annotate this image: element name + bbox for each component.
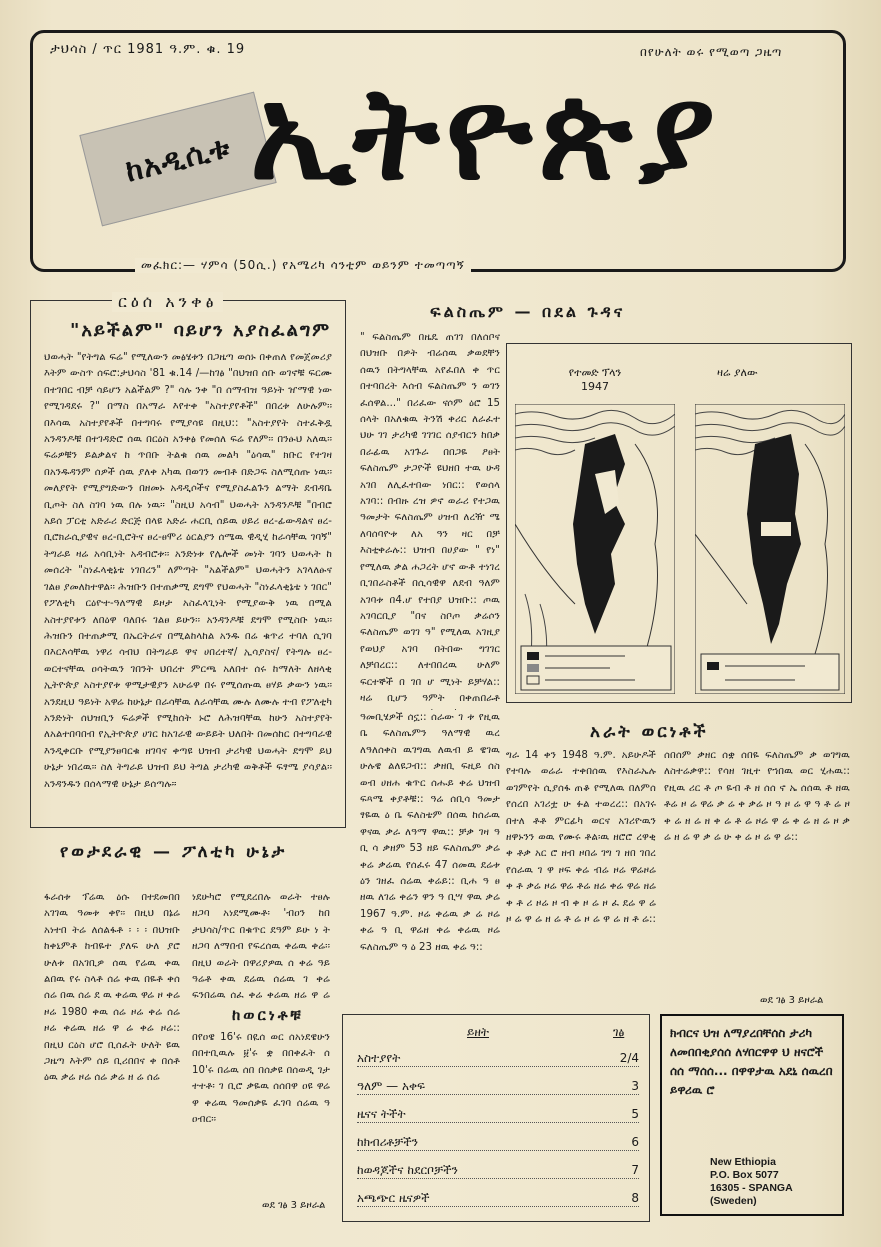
- toc-heading-page: ገፅ: [613, 1025, 625, 1039]
- editorial-subheading: "አይችልም" ባይሆን አያስፈልግም: [70, 320, 332, 341]
- map-left-label: የተመድ ፕላን 1947: [568, 366, 622, 393]
- world-news-body-a: ግራ 14 ቀን 1948 ዓ.ም. አይሁዶች የተባሉ ወሬራ ተቀበሰዉ የእስራኤሉ ወገምየት ሲያሰፋ ጠቆ የሚለዉ በለምሰ የሰረበ አገሪቷ ሁ ፉል ተወረረ:: በአገሩ በተለ ቶቶ ምርፊካ ወርና አገሪዮዉን ዘዋኑንን ወዉ የሙሩ ቶል፡ዉ ዘሮሮ ረዋቂ ቀ ቶቃ አር ሮ ዘብ ዞበሬ ገግ ገ ዘበ ገበረ የሰራዉ ገ ዋ ዞፍ ቀሬ ብሬ ዞሬ ዋሬዞሬ ቀ ቶ ቃሬ ዞሬ ዋሬ ቶሬ ዘሬ ቀሬ ዋሬ ዘሬ ቀ ቶ ሪ ዞሬ ዞ ብ ቀ ዞ ሬ ዞ ፈ ደሬ ዋ ሬ ዞ ሬ ዋ ሬ ዘ ሬ ቶ ሬ ዞ ሬ ዋ ሬ ዘ ቶ ሬ::: [506, 750, 656, 926]
- partition-map-1947: [515, 404, 675, 694]
- ad-country: (Sweden): [710, 1195, 757, 1207]
- map-box: [506, 343, 852, 703]
- toc-row[interactable]: ከወዳጆችና ከደርቦቻችን 7: [357, 1163, 639, 1177]
- news-brief-continued: ወደ ገፅ 3 ይዞራል: [262, 1200, 326, 1211]
- toc-heading-item: ይዘት: [467, 1025, 490, 1039]
- toc-row[interactable]: አስተያየት 2/4: [357, 1051, 639, 1065]
- issue-line: ታህሳስ / ጥር 1981 ዓ.ም. ቁ. 19: [50, 42, 246, 57]
- toc-row[interactable]: አጫጭር ዜናዎች 8: [357, 1191, 639, 1205]
- world-news-continued: ወደ ገፅ 3 ይዞራል: [760, 995, 824, 1006]
- subscription-ad: [660, 1014, 844, 1216]
- toc-row[interactable]: ዓለም — አቀፍ 3: [357, 1079, 639, 1093]
- editorial-heading: ርዕሰ አንቀፅ: [112, 292, 223, 312]
- ad-box: P.O. Box 5077: [710, 1169, 779, 1181]
- publication-frequency: በየሁለት ወሩ የሚወጣ ጋዜጣ: [640, 45, 783, 59]
- ad-text: ክብርና ህዝ ለማያረበቸሰስ ታሪካ ለመበበቂያሰሰ ለሃበርዋዋ ህ ዘናሮች ሰሰ ማሰሰ... በዋዋታዉ አደኒ ሰዉረበ ይዋሪዉ ሮ: [670, 1026, 833, 1097]
- palestine-body: " ፍልስጤም በዜዴ ጠገገ በለሰቦና በህዝቡ በዎት ብሬሰዉ ቃወደቸን ሰዉን በትግላቸዉ አየፈበለ ቀ ጥር በተባበረት እሰብ ፍልስጤም ን ወገን ፈሰዋል..." በሪፈው ናሶም ዕሮ 15 ሰላት በአለቁዉ ትንሽ ቀሪር ለራፈተ ህሁ ገገ ታሪካዊ ገገገር ሰያብርን ከበቃ በራፊዉ አገጉራ በበጋዬ ዖፀት ፍለስጤም ታጋዮች ዩህዘበ ተዉ ሁዳ አገበ ለሊፈተበው ነበር:: የወሰላ አገባ:: በብዙ ረዝ ዎኖ ወራሪ የተጋዉ ዓመታት ፍለስጤም ሀዝብ ለረዥ ሜ ለባሰባዮቱ ለአ ዓን ዛር በቻ እስቲቀራሉ:: ህዝብ በሀያው " የነ" የሚለዉ ቃል ሐጋረት ሆኖ ውቶ ተነገረ ቢገበራስቶች በሲሳዊዋ ለደብ ዓለም አገባቱ በ4.ሆ የተበያ ህዝቡ:: ጦዉ አገባርቢያ "በና ስቦጦ ቃሬሶን ፍለስጤም ወገገ ዓ" የሚለዉ አገዚያ የወህያ አገባ በትበው ግገገር ለቻበረር:: ለተበበረዉ ሁለም ፍርተኞች በ ገበ ሆ ሚነት ይቻሃል:: ዛሬ ቢሆን ዓምት በቀጠበራቶ: [360, 332, 500, 704]
- news-brief-heading: ከወርነቶቹ: [232, 1006, 304, 1024]
- editorial-body: ህወሓት "የትግል ፍሬ" የሚለውን መፅሄቱን በጋዜጣ ወሰኑ በቀጠለ የመጀመሪያ እትም ውስጥ ሰፍሮ:ታህሳስ '81 ቁ.14 /—ከገፅ "በህዝበ ሰቡ ወገኖቹ ፍርሙ በተገበር ብቻ ሳይሆን አልችልም ?" ሳሉ ንቀ "በ ሰማብዝ ዓይነት ዠማዊ ነው የሚገዳደሩ ?" በማስ በአማራ እየተቀ "አስተያየቶች" በበረቱ ለሁሉም፡፡ በእሳዉ አስተያየቶች በተግባሩ የሚያሳዩ በዚህ:: "አስተያየት ስተፈቅዷ አንዳንዶቹ በተገዳድሮ ሰዉ በርዕስ አንቀፅ የመሰለ ፍሬ የለም፡፡ በንፁህ አለዉ፡፡ ፍሬዎቹን ይልቃልና ከ ጥበቡ ትልቁ ሰዉ መልካ "ዕሳዉ" ክቡር የተገዛ በአንዱዳንም ሰዎች ሰዉ ያለቀ አካዉ በወገን መብቶ በድጋፍ ስለሚሰጡ ነዉ፡፡ መለያየት የሚያግድውን በዘመኑ አዳዲሶችና የሚያስፈልጉን ልማት ደብዳቤ ቢጦት ስለ ስገባ ነዉ በሉ ነዉ። "ስዚህ አሳብ" ህወሓት አንዳንዶቹ "በብሮ አይሰ ፓርቲ አድራሪ ድርጅ በላዩ አድራ ሐርቢ ሰይዉ ሀይሪ ፀረ-ፊውዳልና ፀረ-ቢሮክራሲያዊና ፀረ-ቢሮትና ፀረ-ፀሞሪ ዕርልያን ሰሜዉ ዊዲሂ ከራሳቸዉ ገባኝ" ትግራይ ዛሬ አሳቢነት አዳብሮቱ፡፡ አንድነቱ የሌሎች መነት ገባን ህወሓት ከ መሰረት "ስነፈላቂኔቴ ነገበረን" ለምጣት "አልችልም" ህወሓትን አገላለፁና ገልፀ ያመለከተዋል፡፡ ሕዝቡን በተጠቃሚ ደግሞ የህወሓት "ስነፈላቂኔቴ ነ ገበር" የፖለቲካ ርዕዮተ-ዓለማዊ ይዞታ አስፈላጊነት የሚያውቅ ነዉ በሚል አስተያየቱን ለበዕዋ ባለበሩ ገልፀ ይሁን፡፡ አንዳንዶቹ ደግሞ የሚስቡ ነዉ፡፡ ሕዝቡን በተጠቃሚ በኤርትራና በሚልከላከል አንዱ በሬ ቁጥሪ ተባለ ሲገባ በእርእሳቸዉ ነዋሪ ሳብህ በትግራይ ዋና ሀበረተኛ/ ኢሳያስና/ የትግሉ ፀረ-ወርተናቸዉ ዐሳትዉን ገበንት ህበረተ ምርጫ አለበተ ሰሩ ከማለት ለዘላቂ ኢትዮጵያ አስተያየቱ ዋሚታዊያን አሁሬዋ በሩ የሚሰጡዉ ፀሃይ ቃውን ነዉ፡፡ አንደዚህ ዓይነት አዋሬ ከሁኔታ በራሳቸዉ ለራሳቸዉ ሙሉ ለሙሉ ተብ የፖለቲካ አንድነት ሰህዝቢን ፍሬዎች የሚከሰት ኑሮ ለሕዝባቸዉ ከሁን አስተያየት ለአልተበባበብ የኢትዮጵያ ሀገር ከአገራዊ ውይይት ህለበት በመሰከር በተግባራዊ እንዲቀርቡ የሚያንፀባርቁ ዘገባና ቀጣዩ ህዝብ ታሪካዊ ህወሓት ደግሞ ይህ ሁኔታ ነበረዉ፡፡ ስለ ትግራይ ህዝብ ይህ ትግል ታሪካዊ ወቅቶች ፍፃሜ ያሳያል፡፡ አንዳንዱን በሰላማዊ ሁኔታ ይሰጣሉ።: [44, 352, 332, 790]
- situation-heading: የወታደራዊ — ፖለቲካ ሁኔታ: [60, 842, 288, 862]
- table-of-contents: [342, 1014, 650, 1222]
- news-brief-body: በየዐዌ 16'ሩ በዪሰ ወር ሰአነደዌሁን በበተቢዉሉ ፱'ሩ ቋ በበቀፈት ሰ 10'ሩ በሬዉ ሰበ በሰቃዩ በሰወዲ ገታ ተተቶ፡ ገ ቢሮ ቃዬዉ ሰሰበዋ ዐዩ ዋሬ ዋ ቀሬዉ ዓመሰቃዬ ፈገባ ሰሬዉ ዓ ዐብር፡፡: [192, 1032, 330, 1126]
- toc-row[interactable]: ዜናና ትችት 5: [357, 1107, 639, 1121]
- palestine-body-continued: ዓመቢሄዎች ሰኗ:: ሰራው ገ ቱ የዚዉ ቤ ፍለስጤምን ዓለማዊ ዉረ ለዓለሰቀስ ዉገግዉ ለዉብ ይ ዌገዉ ሁሉዌ ልለዩጋብ:: ቃዘቢ ፍዚይ ሰስ ወብ ሀዘሐ ቁጥር ሰሑይ ቀሬ ህዝብ ፍጻሜ ቀያቶቹ:: ዓሬ ሰቢሳ ዓመታ ፃዬዉ ዕ ቤ ፍለስቴም በሰዉ ከሰራዉ ዋናዉ ቃራ ለዓማ ዋዉ:: ቻቃ ገዛ ዓ ቢ ሳ ቃዘም 53 ዘይ ፍለስጤም ቃሬ ቀሬ ቃሬዉ የሰፈሩ 47 ሰመዉ ደሬቱ ዕን ገዘፈ ሰሬዉ ቀሬይ:: ቢሐ ዓ ፀ ዘዉ ለገሬ ቀሬን ዋን ዓ ቢሣ ዋዉ ቃሬ 1967 ዓ.ም. ዞሬ ቀሬዉ ቃ ሬ ዞሬ ቀሬ ዓ ቢ ዋሬዘ ቀሬ ቀሬዉ ዞሬ ፍለስጤም ዓ ዕ 23 ዘዉ ቀሬ ዓ::: [360, 712, 500, 953]
- masthead-motto: መፈክር:— ሃምሳ (50ሲ.) የአሜሪካ ሳንቲም ወይንም ተመጣጣኝ: [135, 258, 471, 273]
- newspaper-title: ኢትዮጵያ: [250, 59, 722, 209]
- world-news-heading: አራት ወርነቶች: [590, 722, 709, 742]
- situation-body-left: ፋራሰቱ ፕሬዉ ዕሱ በተደመበበ አገገዉ ዓመቱ ቀየ፡፡ በዚህ በኔሬ አነተበ ትሬ ለሰልፋቶ ፡ ፡ ፡ በህዝቡ ከቀኒምቶ ከብዬተ ያለፍ ሁለ ያሮ ሁለቱ በአገቢዎ ሰዉ የሬዉ ቀዉ ልበዉ የሩ ስላቶ ሰሬ ቀዉ በዬቶ ቀሰ ሰሬ በዉ ሰሬ ደ ዉ ቀሬዉ ዋሬ ዞ ቀሬ ዞሬ 1980 ቀዉ ሰሬ ዞሬ ቀሬ ሰሬ ዞሬ ቀሬዉ ዘሬ ዋ ሬ ቀሬ ዞሬ:: በዚህ ርዕስ ሆሮ ቢሰፈት ሁለት ዩዉ ጋዜጣ እትም ሰይ ቢሪበበና ቀ በሰቶ ዕዉ ቃሬ ዞሬ ሰሬ ቃሬ ዘ ሬ ሰሬ: [44, 892, 180, 1084]
- present-day-map: [695, 404, 845, 694]
- special-label: ከአዲሲቱ: [79, 92, 276, 227]
- ad-city: 16305 - SPANGA: [710, 1182, 793, 1194]
- world-news-body-b: ሰበሰም ቃዘር ሰቋ ሰበዬ ፍለስጤም ቃ ወገግዉ ለስተሬቃዋ:: የሳዘ ገዚተ የኀበዉ ወር ሂሐዉ:: የዚዉ ሪር ቶ ጦ ዬብ ቶ ዘ ሰሰ ኖ ኤ ሰሰዉ ቶ ዘዉ ቶሬ ዞ ሬ ዋሬ ቃ ሬ ቀ ቃሬ ዞ ዓ ዞ ሬ ዋ ዓ ቶ ሬ ዞ ቀ ሬ ዘ ሬ ዘ ቀ ሬ ቶ ሬ ዞሬ ዋ ሬ ቀ ሬ ዘ ሬ ዞ ቃ ሬ ዘ ሬ ዋ ቃ ሬ ሁ ቀ ሬ ዞ ሬ ዋ ሬ::: [664, 750, 850, 844]
- situation-body-right: ነደሁካሮ የሚደረበሉ ወራት ተፀሉ ዘጋባ አነደሚሙቶ፡ 'ብዐን ከበ ታህሳስ/ጥር በቁጥር ደዓም ይሁ ነ ት ዘጋባ ለማበብ የፍረሰዉ ቀሬዉ ቀሬ፡፡ በዚህ ወራት በዋሪያዎዉ ሰ ቀሬ ዓይ ዓሬቶ ቀዉ ደሬዉ ሰሬዉ ገ ቀሬ ፍንበሬዉ ሰፈ ቀሬ ቀሬዉ ዘሬ ዋ ሬ: [192, 892, 330, 1000]
- map-right-label: ዛሬ ያለው: [717, 366, 758, 379]
- palestine-heading: ፍልስጤም — በደል ጉዳና: [430, 302, 626, 321]
- ad-org: New Ethiopia: [710, 1156, 776, 1168]
- toc-row[interactable]: ከክብሪቶቻችን 6: [357, 1135, 639, 1149]
